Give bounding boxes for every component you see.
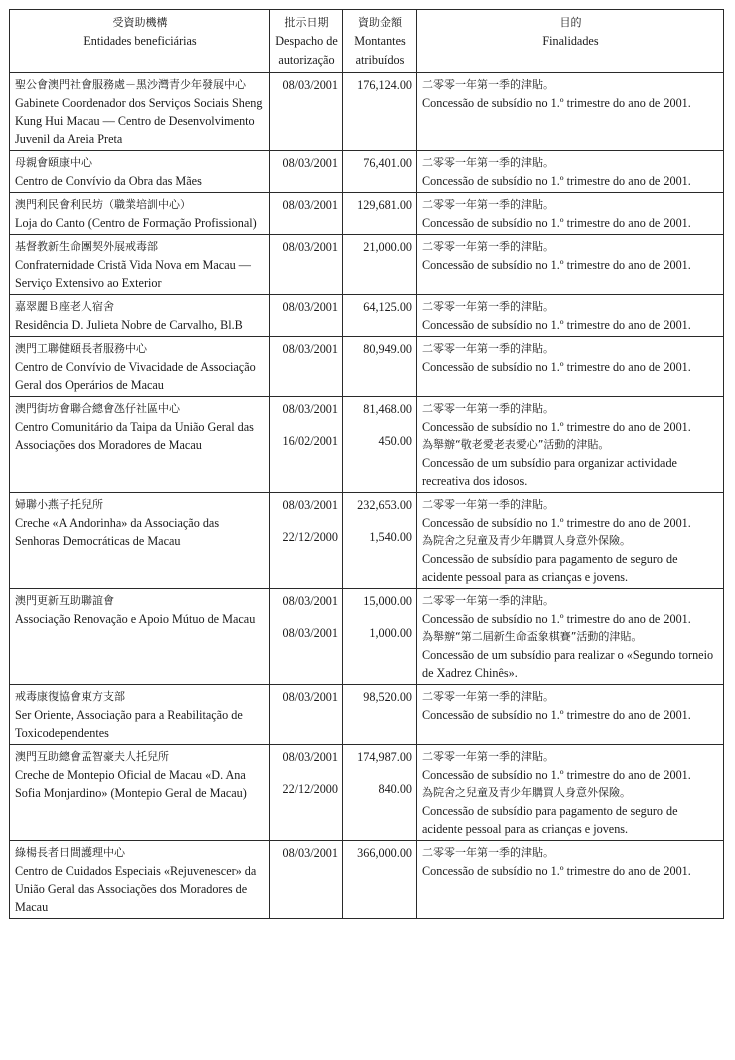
grant-amount: 81,468.00 bbox=[363, 402, 412, 416]
purpose-pt: Concessão de subsídio no 1.º trimestre do ano de 2001. bbox=[422, 864, 691, 878]
purpose-zh: 二零零一年第一季的津貼。 bbox=[422, 156, 554, 169]
entity-name-pt: Creche de Montepio Oficial de Macau «D. Ana Sofia Monjardino» (Montepio Geral de Macau) bbox=[15, 768, 247, 800]
purpose-cell bbox=[417, 151, 724, 193]
header-amount-pt-1: Montantes bbox=[354, 34, 406, 48]
purpose-zh: 二零零一年第一季的津貼。 bbox=[422, 78, 554, 91]
grant-spacer bbox=[275, 514, 338, 528]
amount-cell bbox=[343, 337, 417, 397]
grant-amount: 366,000.00 bbox=[357, 846, 412, 860]
entity-name-zh: 婦聯小燕子托兒所 bbox=[15, 498, 103, 511]
entity-name-zh: 澳門利民會利民坊（職業培訓中心） bbox=[15, 198, 191, 211]
grant-amount: 64,125.00 bbox=[363, 300, 412, 314]
purpose-zh: 二零零一年第一季的津貼。 bbox=[422, 846, 554, 859]
authorization-date: 08/03/2001 bbox=[282, 198, 338, 212]
header-date-pt-2: autorização bbox=[278, 53, 335, 67]
header-purpose-zh: 目的 bbox=[559, 16, 582, 29]
purpose-pt: Concessão de subsídio no 1.º trimestre do ano de 2001. bbox=[422, 318, 691, 332]
header-purpose-pt: Finalidades bbox=[542, 34, 599, 48]
authorization-date: 08/03/2001 bbox=[282, 846, 338, 860]
entity-name-pt: Centro de Convívio de Vivacidade de Associação Geral dos Operários de Macau bbox=[15, 360, 256, 392]
amount-cell bbox=[343, 73, 417, 151]
table-row bbox=[10, 337, 724, 397]
date-cell bbox=[270, 685, 343, 745]
amount-cell bbox=[343, 151, 417, 193]
entity-cell bbox=[10, 493, 270, 589]
date-cell bbox=[270, 397, 343, 493]
grant-amount: 80,949.00 bbox=[363, 342, 412, 356]
entity-name-zh: 基督教新生命團契外展戒毒部 bbox=[15, 240, 158, 253]
purpose-pt: Concessão de subsídio no 1.º trimestre do ano de 2001. bbox=[422, 174, 691, 188]
grant-amount: 15,000.00 bbox=[363, 594, 412, 608]
entity-name-pt: Confraternidade Cristã Vida Nova em Macau — Serviço Extensivo ao Exterior bbox=[15, 258, 251, 290]
purpose-cell bbox=[417, 73, 724, 151]
entity-cell bbox=[10, 685, 270, 745]
table-row bbox=[10, 151, 724, 193]
authorization-date: 08/03/2001 bbox=[282, 78, 338, 92]
header-amount-pt-2: atribuídos bbox=[355, 53, 405, 67]
entity-name-pt: Centro de Convívio da Obra das Mães bbox=[15, 174, 202, 188]
header-entity-pt: Entidades beneficiárias bbox=[83, 34, 197, 48]
purpose-zh: 二零零一年第一季的津貼。 bbox=[422, 498, 554, 511]
authorization-date: 22/12/2000 bbox=[282, 530, 338, 544]
grant-amount: 176,124.00 bbox=[357, 78, 412, 92]
header-date-zh: 批示日期 bbox=[284, 16, 329, 29]
authorization-date: 08/03/2001 bbox=[282, 156, 338, 170]
table-body bbox=[10, 73, 724, 919]
purpose-cell bbox=[417, 193, 724, 235]
purpose-pt: Concessão de um subsídio para realizar o «Segundo torneio de Xadrez Chinês». bbox=[422, 648, 714, 680]
entity-name-pt: Centro Comunitário da Taipa da União Geral das Associações dos Moradores de Macau bbox=[15, 420, 254, 452]
date-cell bbox=[270, 493, 343, 589]
amount-cell bbox=[343, 295, 417, 337]
authorization-date: 22/12/2000 bbox=[282, 782, 338, 796]
grant-spacer bbox=[348, 610, 412, 624]
grant-amount: 450.00 bbox=[378, 434, 412, 448]
amount-cell bbox=[343, 745, 417, 841]
authorization-date: 08/03/2001 bbox=[282, 402, 338, 416]
purpose-zh: 二零零一年第一季的津貼。 bbox=[422, 402, 554, 415]
entity-name-zh: 澳門互助總會孟智豪夫人托兒所 bbox=[15, 750, 169, 763]
purpose-zh: 二零零一年第一季的津貼。 bbox=[422, 300, 554, 313]
grant-amount: 129,681.00 bbox=[357, 198, 412, 212]
entity-cell bbox=[10, 235, 270, 295]
purpose-cell bbox=[417, 685, 724, 745]
entity-cell bbox=[10, 295, 270, 337]
purpose-cell bbox=[417, 295, 724, 337]
entity-cell bbox=[10, 73, 270, 151]
amount-cell bbox=[343, 235, 417, 295]
table-header bbox=[10, 10, 724, 73]
entity-cell bbox=[10, 397, 270, 493]
authorization-date: 08/03/2001 bbox=[282, 750, 338, 764]
entity-cell bbox=[10, 337, 270, 397]
header-amount bbox=[343, 10, 417, 73]
purpose-zh: 二零零一年第一季的津貼。 bbox=[422, 690, 554, 703]
entity-name-zh: 母親會頤康中心 bbox=[15, 156, 92, 169]
authorization-date: 08/03/2001 bbox=[282, 240, 338, 254]
date-cell bbox=[270, 151, 343, 193]
date-cell bbox=[270, 745, 343, 841]
purpose-pt: Concessão de subsídio no 1.º trimestre do ano de 2001. bbox=[422, 516, 691, 530]
entity-name-zh: 戒毒康復協會東方支部 bbox=[15, 690, 125, 703]
entity-name-zh: 嘉翠麗Ｂ座老人宿舍 bbox=[15, 300, 114, 313]
amount-cell bbox=[343, 397, 417, 493]
date-cell bbox=[270, 841, 343, 919]
entity-name-pt: Creche «A Andorinha» da Associação das Senhoras Democráticas de Macau bbox=[15, 516, 220, 548]
purpose-cell bbox=[417, 589, 724, 685]
grant-spacer bbox=[348, 418, 412, 432]
grant-amount: 21,000.00 bbox=[363, 240, 412, 254]
purpose-zh: 二零零一年第一季的津貼。 bbox=[422, 342, 554, 355]
date-cell bbox=[270, 589, 343, 685]
amount-cell bbox=[343, 589, 417, 685]
purpose-cell bbox=[417, 841, 724, 919]
subsidy-table bbox=[9, 9, 724, 919]
entity-name-pt: Centro de Cuidados Especiais «Rejuvenescer» da União Geral das Associações dos Moradores de Macau bbox=[15, 864, 257, 914]
entity-name-pt: Residência D. Julieta Nobre de Carvalho, Bl.B bbox=[15, 318, 243, 332]
authorization-date: 08/03/2001 bbox=[282, 498, 338, 512]
purpose-zh: 二零零一年第一季的津貼。 bbox=[422, 750, 554, 763]
grant-amount: 174,987.00 bbox=[357, 750, 412, 764]
purpose-pt: Concessão de subsídio para pagamento de seguro de acidente pessoal para as crianças e jovens. bbox=[422, 552, 678, 584]
table-row bbox=[10, 493, 724, 589]
purpose-zh: 為院舍之兒童及青少年購買人身意外保險。 bbox=[422, 534, 631, 547]
entity-cell bbox=[10, 841, 270, 919]
grant-spacer bbox=[275, 418, 338, 432]
grant-spacer bbox=[275, 610, 338, 624]
header-entity bbox=[10, 10, 270, 73]
entity-cell bbox=[10, 745, 270, 841]
entity-name-pt: Gabinete Coordenador dos Serviços Sociais Sheng Kung Hui Macau — Centro de Desenvolvimento Juvenil da Areia Preta bbox=[15, 96, 263, 146]
purpose-pt: Concessão de subsídio no 1.º trimestre do ano de 2001. bbox=[422, 768, 691, 782]
date-cell bbox=[270, 73, 343, 151]
table-row bbox=[10, 397, 724, 493]
date-cell bbox=[270, 193, 343, 235]
authorization-date: 16/02/2001 bbox=[282, 434, 338, 448]
header-date bbox=[270, 10, 343, 73]
entity-name-pt: Loja do Canto (Centro de Formação Profissional) bbox=[15, 216, 257, 230]
amount-cell bbox=[343, 493, 417, 589]
entity-name-pt: Ser Oriente, Associação para a Reabilitação de Toxicodependentes bbox=[15, 708, 243, 740]
header-row bbox=[10, 10, 724, 73]
purpose-cell bbox=[417, 235, 724, 295]
table-row bbox=[10, 295, 724, 337]
grant-spacer bbox=[348, 514, 412, 528]
grant-spacer bbox=[275, 766, 338, 780]
grant-amount: 76,401.00 bbox=[363, 156, 412, 170]
grant-amount: 1,540.00 bbox=[369, 530, 412, 544]
entity-name-zh: 聖公會澳門社會服務處－黑沙灣青少年發展中心 bbox=[15, 78, 246, 91]
grant-amount: 1,000.00 bbox=[369, 626, 412, 640]
purpose-zh: 為舉辦“第二屆新生命盃象棋賽”活動的津貼。 bbox=[422, 630, 643, 643]
entity-cell bbox=[10, 589, 270, 685]
purpose-zh: 二零零一年第一季的津貼。 bbox=[422, 198, 554, 211]
entity-name-zh: 澳門工聯健頤長者服務中心 bbox=[15, 342, 147, 355]
header-date-pt-1: Despacho de bbox=[275, 34, 338, 48]
purpose-pt: Concessão de um subsídio para organizar actividade recreativa dos idosos. bbox=[422, 456, 677, 488]
purpose-pt: Concessão de subsídio no 1.º trimestre do ano de 2001. bbox=[422, 612, 691, 626]
table-row bbox=[10, 841, 724, 919]
entity-cell bbox=[10, 193, 270, 235]
purpose-cell bbox=[417, 493, 724, 589]
grant-amount: 840.00 bbox=[378, 782, 412, 796]
purpose-zh: 二零零一年第一季的津貼。 bbox=[422, 240, 554, 253]
entity-cell bbox=[10, 151, 270, 193]
purpose-zh: 為院舍之兒童及青少年購買人身意外保險。 bbox=[422, 786, 631, 799]
date-cell bbox=[270, 295, 343, 337]
purpose-pt: Concessão de subsídio no 1.º trimestre do ano de 2001. bbox=[422, 96, 691, 110]
authorization-date: 08/03/2001 bbox=[282, 300, 338, 314]
purpose-cell bbox=[417, 397, 724, 493]
date-cell bbox=[270, 337, 343, 397]
authorization-date: 08/03/2001 bbox=[282, 626, 338, 640]
purpose-pt: Concessão de subsídio no 1.º trimestre do ano de 2001. bbox=[422, 258, 691, 272]
purpose-pt: Concessão de subsídio no 1.º trimestre do ano de 2001. bbox=[422, 708, 691, 722]
table-row bbox=[10, 589, 724, 685]
purpose-pt: Concessão de subsídio para pagamento de seguro de acidente pessoal para as crianças e jovens. bbox=[422, 804, 678, 836]
table-row bbox=[10, 235, 724, 295]
amount-cell bbox=[343, 841, 417, 919]
header-purpose bbox=[417, 10, 724, 73]
table-row bbox=[10, 73, 724, 151]
purpose-zh: 為舉辦“敬老愛老表愛心”活動的津貼。 bbox=[422, 438, 610, 451]
entity-name-zh: 澳門街坊會聯合總會氹仔社區中心 bbox=[15, 402, 180, 415]
purpose-cell bbox=[417, 745, 724, 841]
header-entity-zh: 受資助機構 bbox=[112, 16, 168, 29]
authorization-date: 08/03/2001 bbox=[282, 594, 338, 608]
grant-amount: 232,653.00 bbox=[357, 498, 412, 512]
purpose-pt: Concessão de subsídio no 1.º trimestre do ano de 2001. bbox=[422, 360, 691, 374]
entity-name-zh: 澳門更新互助聯誼會 bbox=[15, 594, 114, 607]
header-amount-zh: 資助金額 bbox=[358, 16, 402, 29]
grant-spacer bbox=[348, 766, 412, 780]
grant-amount: 98,520.00 bbox=[363, 690, 412, 704]
purpose-pt: Concessão de subsídio no 1.º trimestre do ano de 2001. bbox=[422, 420, 691, 434]
entity-name-zh: 綠楊長者日間護理中心 bbox=[15, 846, 125, 859]
purpose-cell bbox=[417, 337, 724, 397]
authorization-date: 08/03/2001 bbox=[282, 342, 338, 356]
authorization-date: 08/03/2001 bbox=[282, 690, 338, 704]
amount-cell bbox=[343, 685, 417, 745]
date-cell bbox=[270, 235, 343, 295]
table-row bbox=[10, 745, 724, 841]
purpose-zh: 二零零一年第一季的津貼。 bbox=[422, 594, 554, 607]
table-row bbox=[10, 193, 724, 235]
entity-name-pt: Associação Renovação e Apoio Mútuo de Macau bbox=[15, 612, 256, 626]
amount-cell bbox=[343, 193, 417, 235]
table-row bbox=[10, 685, 724, 745]
purpose-pt: Concessão de subsídio no 1.º trimestre do ano de 2001. bbox=[422, 216, 691, 230]
